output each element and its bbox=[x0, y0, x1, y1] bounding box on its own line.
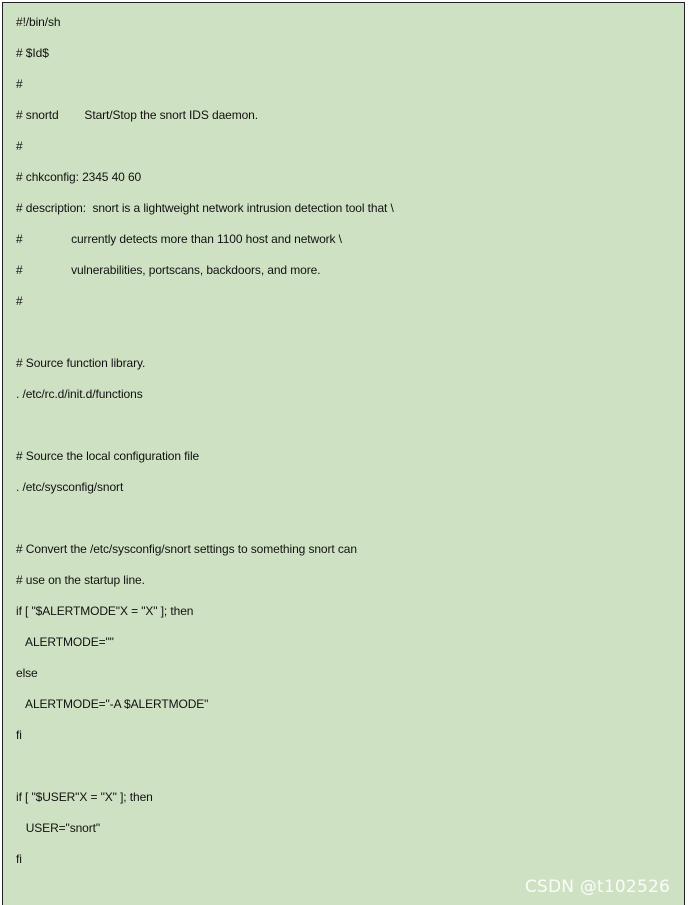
watermark: CSDN @t102526 bbox=[524, 877, 670, 897]
code-line: # bbox=[16, 294, 23, 308]
code-line: # Source the local configuration file bbox=[16, 449, 200, 463]
code-line: . /etc/sysconfig/snort bbox=[16, 480, 124, 494]
code-line: #!/bin/sh bbox=[16, 15, 61, 29]
code-line: else bbox=[16, 666, 38, 680]
code-block bbox=[2, 2, 685, 905]
code-line: # $Id$ bbox=[16, 46, 49, 60]
code-line: fi bbox=[16, 728, 22, 742]
code-line: ALERTMODE="-A $ALERTMODE" bbox=[16, 697, 209, 711]
code-line bbox=[16, 416, 674, 447]
code-line: # snortd Start/Stop the snort IDS daemon. bbox=[16, 108, 258, 122]
code-line: # currently detects more than 1100 host and network \ bbox=[16, 232, 342, 246]
code-line: # use on the startup line. bbox=[16, 573, 145, 587]
code-line: # Convert the /etc/sysconfig/snort settings to something snort can bbox=[16, 542, 357, 556]
code-line: # Source function library. bbox=[16, 356, 146, 370]
code-line: USER="snort" bbox=[16, 821, 101, 835]
code-line: # vulnerabilities, portscans, backdoors, and more. bbox=[16, 263, 321, 277]
code-lines bbox=[16, 13, 674, 881]
code-line bbox=[16, 323, 674, 354]
code-line bbox=[16, 757, 674, 788]
code-line: ALERTMODE="" bbox=[16, 635, 114, 649]
code-line: # bbox=[16, 139, 23, 153]
code-line bbox=[16, 509, 674, 540]
code-line: # chkconfig: 2345 40 60 bbox=[16, 170, 142, 184]
code-line: # bbox=[16, 77, 23, 91]
code-line: if [ "$USER"X = "X" ]; then bbox=[16, 790, 153, 804]
code-line: . /etc/rc.d/init.d/functions bbox=[16, 387, 143, 401]
code-line: # description: snort is a lightweight network intrusion detection tool that \ bbox=[16, 201, 394, 215]
code-line: fi bbox=[16, 852, 22, 866]
code-line: if [ "$ALERTMODE"X = "X" ]; then bbox=[16, 604, 194, 618]
